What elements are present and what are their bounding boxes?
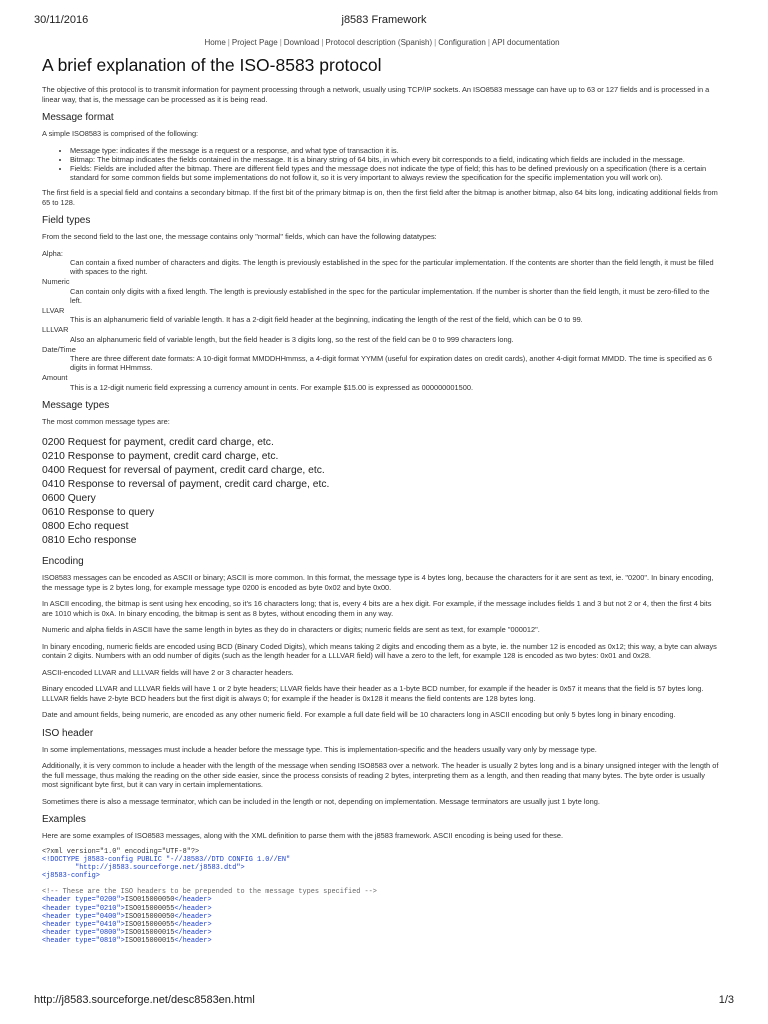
field-type-name: Alpha: xyxy=(42,248,63,258)
field-type-desc: This is a 12-digit numeric field expressing a currency amount in cents. For example $15.00 is expressed as 000000001500. xyxy=(70,382,474,392)
message-format-lead: A simple ISO8583 is comprised of the following: xyxy=(42,129,199,138)
section-heading-iso-header: ISO header xyxy=(42,727,94,739)
code-root-open: <j8583-config> xyxy=(42,872,100,881)
message-type-item: 0200 Request for payment, credit card charge, etc. xyxy=(42,437,274,449)
iso-header-paragraph: In some implementations, messages must include a header before the message type. This is implementation-specific and the headers usually vary only by message type. xyxy=(42,744,597,754)
iso-header-paragraph: Additionally, it is very common to include a header with the length of the message when sending ISO8583 over a network. The header is usually 2 bytes long and is a binary unsigned integer with the length of the full message, thus making the reading on the other side easier, since the process consists of reading 2 bytes, interpreting them as a length, and then reading that many bytes. The byte order is usually most significant byte first, but it can vary in certain implementations. xyxy=(42,761,719,790)
message-type-item: 0210 Response to payment, credit card charge, etc. xyxy=(42,451,279,463)
xml-config-code-block xyxy=(42,848,722,945)
nav-separator: | xyxy=(434,38,437,47)
code-tag: <header type="0400"> xyxy=(42,912,125,921)
list-item: • Fields: Fields are included after the bitmap. There are different field types and the message does not indicate the type of field; this has to be defined previously on a specification (there is a certain standard for some common fields but some implementations do not follow it, so it is very important to always review the specification for the specific implementation you will work on). xyxy=(70,164,722,182)
code-tag: <header type="0210"> xyxy=(42,904,125,913)
field-types-list xyxy=(42,249,722,392)
message-format-list xyxy=(42,146,722,183)
code-tag: </header> xyxy=(174,904,212,913)
top-nav: Home | Project Page | Download | Protocol description (Spanish) | Configuration | API documentation xyxy=(204,38,560,47)
secondary-bitmap-paragraph: The first field is a special field and contains a secondary bitmap. If the first bit of the primary bitmap is on, then the first field after the bitmap is another bitmap, also 64 bits long, indicating additional fields from 65 to 128. xyxy=(42,188,718,207)
print-header xyxy=(34,14,734,28)
section-heading-examples: Examples xyxy=(42,814,86,826)
examples-lead: Here are some examples of ISO8583 messages, along with the XML definition to parse them with the j8583 framework. ASCII encoding is being used for these. xyxy=(42,831,564,841)
nav-project-page[interactable]: Project Page xyxy=(231,38,278,47)
main-content xyxy=(42,38,722,945)
field-type-name: Date/Time xyxy=(42,344,76,354)
field-type-desc: Can contain a fixed number of characters and digits. The length is previously established in the spec for the particular implementation. If the contents are shorter than the field length, it must be filled with spaces to the right. xyxy=(70,258,714,277)
nav-separator: | xyxy=(321,38,324,47)
section-heading-message-types: Message types xyxy=(42,399,110,411)
print-date: 30/11/2016 xyxy=(34,14,89,26)
code-doctype: "http://j8583.sourceforge.net/j8583.dtd"> xyxy=(42,864,245,873)
code-header-type: 0400 xyxy=(99,912,117,921)
code-xml-declaration: <?xml version="1.0" encoding="UTF-8"?> xyxy=(42,847,200,856)
encoding-paragraph: ISO8583 messages can be encoded as ASCII or binary; ASCII is more common. In this format, the message type is 4 bytes long, because the characters for it are sent as text, ie. "0200". In binary encoding, the message type is 2 bytes long, for example message type 0200 is encoded as byte 0x02 and byte 0x00. xyxy=(42,573,714,592)
code-tag: <header type="0200"> xyxy=(42,896,125,905)
code-header-value: ISO015000050 xyxy=(124,896,175,905)
code-header-type: 0810 xyxy=(99,936,117,945)
field-type-desc: This is an alphanumeric field of variable length. It has a 2-digit field header at the beginning, indicating the length of the rest of the field, which can be 0 to 99. xyxy=(70,315,583,325)
code-tag: </header> xyxy=(174,896,212,905)
code-header-value: ISO015000050 xyxy=(124,912,175,921)
code-header-type: 0800 xyxy=(99,928,117,937)
message-type-item: 0800 Echo request xyxy=(42,521,129,533)
encoding-paragraph: Binary encoded LLVAR and LLLVAR fields will have 1 or 2 byte headers; LLVAR fields have their header as a 1-byte BCD number, for example if the header is 0x57 it means that the field is 57 bytes long. LLLVAR fields have 2-byte BCD headers but the first digit is always 0; for example if the header is 0x128 it means the field contents are 128 bytes long. xyxy=(42,684,704,703)
list-item: • Bitmap: The bitmap indicates the fields contained in the message. It is a binary string of 64 bits, in which every bit corresponds to a field, indicating which fields are included in the message. xyxy=(70,155,722,164)
encoding-paragraph: In binary encoding, numeric fields are encoded using BCD (Binary Coded Digits), which means taking 2 digits and encoding them as a byte, ie. the number 12 is encoded as 0x12; this way, a byte can always contain 2 digits. Numbers with an odd number of digits (such as the length header for a LLLVAR field) will have a zero to the left, for example 128 is encoded as two bytes: 0x01 and 0x28. xyxy=(42,641,717,661)
code-tag: <header type="0800"> xyxy=(42,928,125,937)
field-types-lead: From the second field to the last one, the message contains only "normal" fields, which can have the following datatypes: xyxy=(42,232,437,242)
field-type-name: Amount xyxy=(42,373,68,383)
code-header-type: 0410 xyxy=(99,920,117,929)
code-header-value: ISO015000055 xyxy=(124,920,175,929)
field-type-name: LLVAR xyxy=(42,306,65,316)
list-item: • Message type: indicates if the message is a request or a response, and what type of transaction it is. xyxy=(70,146,722,155)
code-tag: <header type="0410"> xyxy=(42,920,125,929)
message-type-item: 0400 Request for reversal of payment, credit card charge, etc. xyxy=(42,465,325,477)
nav-separator: | xyxy=(227,38,230,47)
field-type-desc: Also an alphanumeric field of variable length, but the field header is 3 digits long, so the rest of the field can be 0 to 999 characters long. xyxy=(70,334,514,344)
code-tag: <header type="0810"> xyxy=(42,936,125,945)
nav-configuration[interactable]: Configuration xyxy=(438,38,486,47)
message-type-item: 0600 Query xyxy=(42,493,96,505)
field-type-desc: Can contain only digits with a fixed length. The length is previously established in the spec for the particular implementation. If the number is shorter than the field length, it must be zero-filled to the left. xyxy=(70,286,710,305)
nav-protocol-description[interactable]: Protocol description xyxy=(325,38,396,47)
field-type-name: Numeric xyxy=(42,277,70,287)
print-title: j8583 Framework xyxy=(341,14,427,26)
field-type-desc: There are three different date formats: A 10-digit format MMDDHHmmss, a 4-digit format YYMM (useful for expiration dates on credit cards), another 4-digit format MMDD. The time is specified as 6 digits in format HHmmss. xyxy=(70,354,713,373)
nav-separator: | xyxy=(279,38,282,47)
print-footer xyxy=(34,994,734,1008)
encoding-paragraph: Date and amount fields, being numeric, are encoded as any other numeric field. For example a full date field will be 10 characters long in ASCII encoding but only 5 bytes long in binary encoding. xyxy=(42,710,676,720)
field-type-name: LLLVAR xyxy=(42,325,69,335)
code-doctype: <!DOCTYPE j8583-config PUBLIC "-//J8583//DTD CONFIG 1.0//EN" xyxy=(42,855,291,864)
code-header-type: 0210 xyxy=(99,904,117,913)
code-header-type: 0200 xyxy=(99,896,117,905)
code-header-value: ISO015000015 xyxy=(124,928,175,937)
encoding-paragraph: ASCII-encoded LLVAR and LLLVAR fields will have 2 or 3 character headers. xyxy=(42,667,294,677)
encoding-paragraph: In ASCII encoding, the bitmap is sent using hex encoding, so it's 16 characters long; that is, every 4 bits are a hex digit. For example, if the message includes fields 1 and 3 but not 2 or 4, then the first 4 bits are 1010 which is 0xA. In binary encoding, the bitmap is sent as 8 bytes, without encoding them in any way. xyxy=(42,599,712,618)
print-url: http://j8583.sourceforge.net/desc8583en.html xyxy=(34,994,255,1006)
code-tag: </header> xyxy=(174,928,212,937)
nav-home[interactable]: Home xyxy=(204,38,226,47)
section-heading-encoding: Encoding xyxy=(42,556,84,568)
nav-download[interactable]: Download xyxy=(283,38,320,47)
code-tag: </header> xyxy=(174,920,212,929)
code-header-value: ISO015000015 xyxy=(124,936,175,945)
encoding-paragraph: Numeric and alpha fields in ASCII have the same length in bytes as they do in characters or digits; numeric fields are sent as text, for example "000012". xyxy=(42,625,540,635)
message-types-lead: The most common message types are: xyxy=(42,416,170,426)
page-number: 1/3 xyxy=(718,994,734,1006)
code-header-value: ISO015000055 xyxy=(124,904,175,913)
code-comment: <!-- These are the ISO headers to be prepended to the message types specified --> xyxy=(42,888,377,897)
intro-paragraph: The objective of this protocol is to transmit information for payment processing through a network, usually using TCP/IP sockets. An ISO8583 message can have up to 63 or 127 fields and is processed in a linear way, that is, the message can be processed as it is being read. xyxy=(42,85,710,104)
section-heading-field-types: Field types xyxy=(42,215,91,227)
nav-spanish[interactable]: Spanish xyxy=(400,38,430,47)
iso-header-paragraph: Sometimes there is also a message terminator, which can be included in the length or not, depending on implementation. Message terminators are usually just 1 byte long. xyxy=(42,796,600,806)
page-title: A brief explanation of the ISO-8583 protocol xyxy=(42,55,382,75)
nav-api-documentation[interactable]: API documentation xyxy=(491,38,560,47)
section-heading-message-format: Message format xyxy=(42,112,114,123)
message-types-list xyxy=(42,436,722,548)
message-type-item: 0410 Response to reversal of payment, credit card charge, etc. xyxy=(42,479,330,491)
code-tag: </header> xyxy=(174,912,212,921)
message-type-item: 0810 Echo response xyxy=(42,535,137,547)
message-type-item: 0610 Response to query xyxy=(42,507,155,519)
code-tag: </header> xyxy=(174,936,212,945)
nav-separator: | xyxy=(487,38,490,47)
